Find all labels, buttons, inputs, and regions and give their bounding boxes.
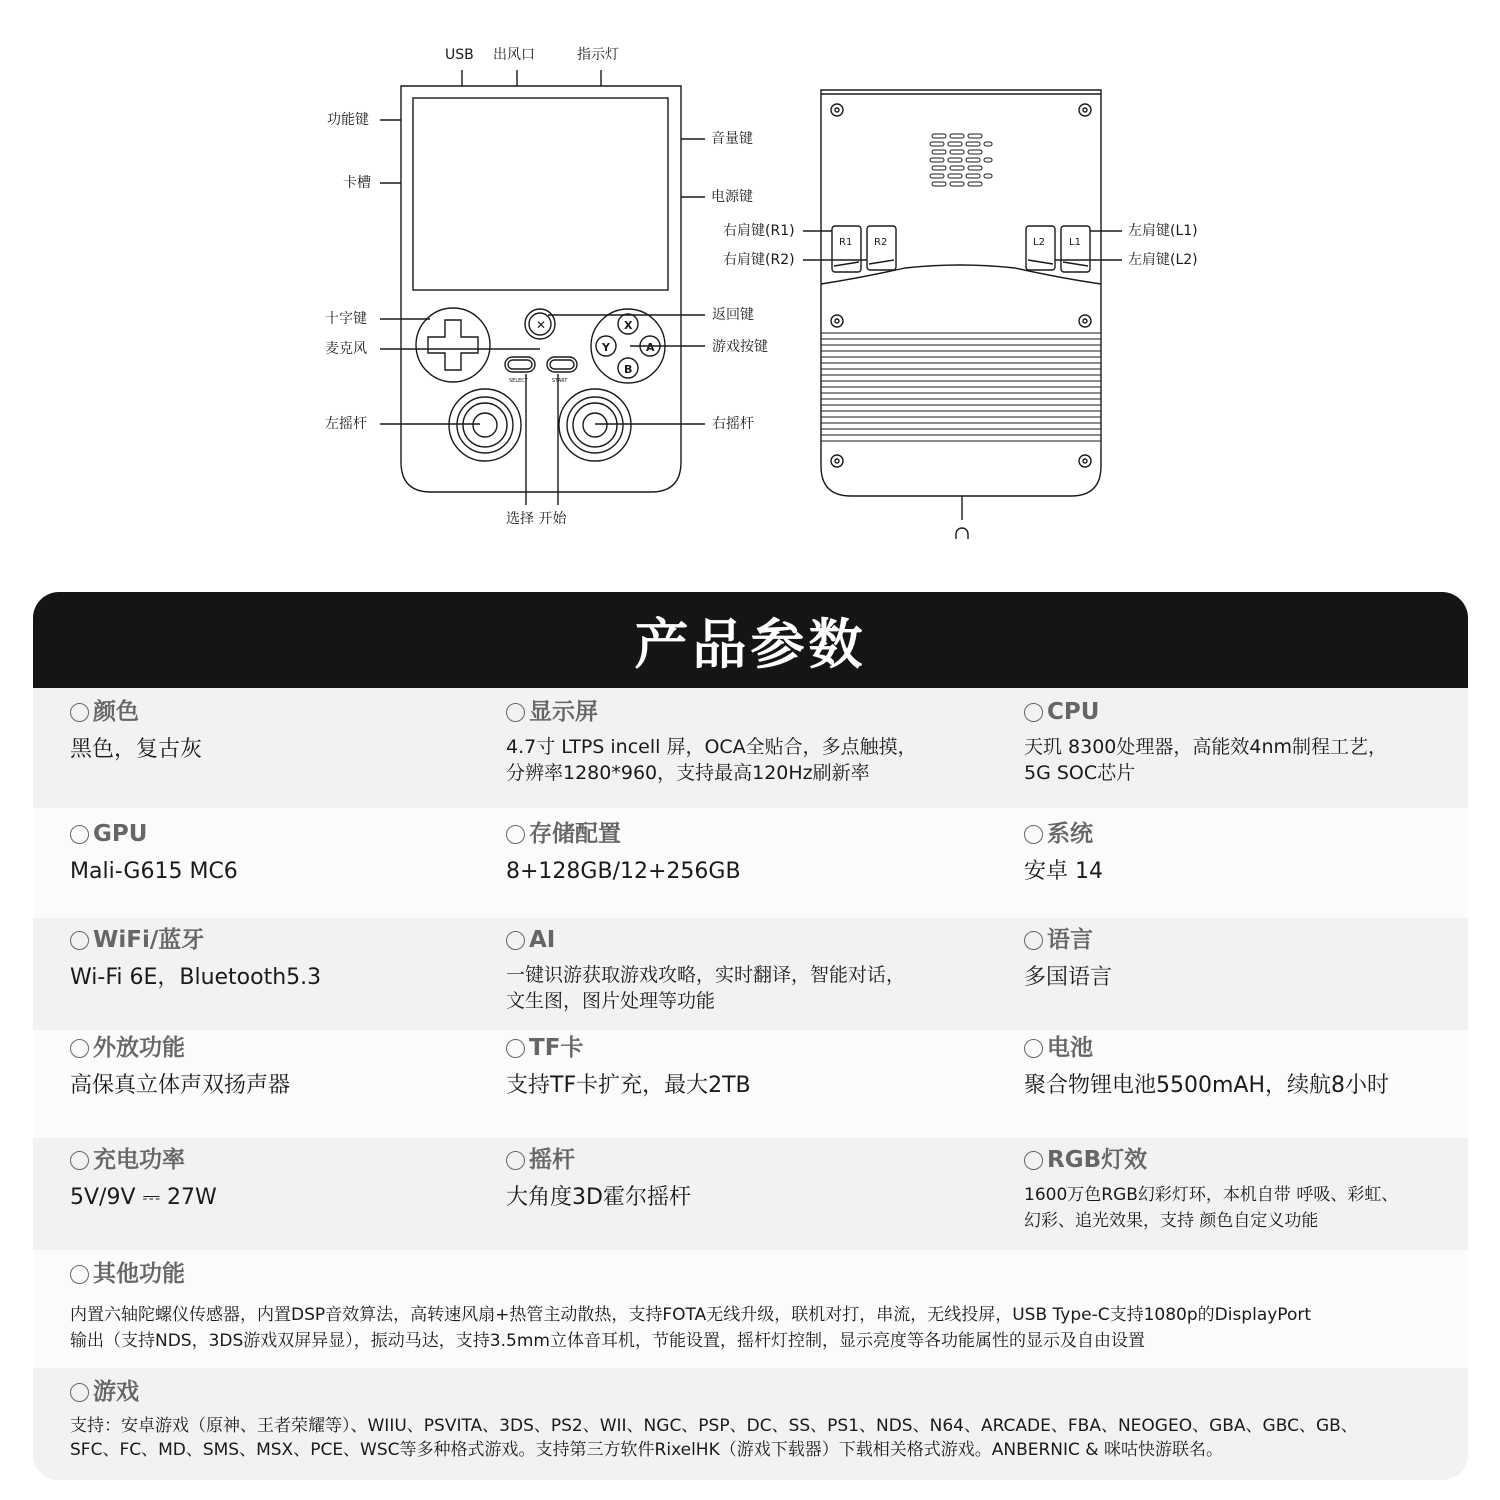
spec-row (33, 1030, 1468, 1138)
spec-value: Mali-G615 MC6 (70, 859, 238, 884)
front-body-outline (401, 86, 681, 492)
spec-cpu (1024, 698, 1387, 786)
label-game-buttons: 游戏按键 (712, 339, 768, 355)
spec-value: Wi-Fi 6E，Bluetooth5.3 (70, 965, 322, 990)
spec-tf-card (506, 1034, 751, 1100)
spec-value: 安卓 14 (1024, 859, 1103, 884)
label-card-slot: 卡槽 (343, 175, 371, 191)
spec-value: 输出（支持NDS，3DS游戏双屏异显），振动马达，支持3.5mm立体音耳机，节能设置，摇杆灯控制，显示亮度等各功能属性的显示及自由设置 (70, 1331, 1145, 1351)
spec-storage (506, 820, 741, 886)
spec-value: 5G SOC芯片 (1024, 762, 1136, 784)
spec-label: 电池 (1047, 1035, 1093, 1061)
spec-display (506, 698, 917, 786)
spec-color (70, 698, 202, 764)
label-microphone: 麦克风 (325, 341, 367, 357)
spec-value: 5V/9V ⎓ 27W (70, 1185, 217, 1210)
circle-bullet-icon (506, 931, 525, 950)
face-button-a: A (646, 341, 655, 354)
face-button-x: X (624, 319, 633, 332)
label-volume-key: 音量键 (711, 131, 753, 147)
screen-outline (413, 98, 668, 290)
spec-value: 4.7寸 LTPS incell 屏，OCA全贴合，多点触摸， (506, 736, 917, 758)
l1-key-text: L1 (1069, 237, 1081, 248)
spec-value: 文生图，图片处理等功能 (506, 990, 716, 1012)
spec-title: 产品参数 (634, 612, 867, 676)
label-r1: 右肩键(R1) (723, 223, 795, 239)
speaker-grille (930, 134, 992, 186)
spec-value: 聚合物锂电池5500mAH，续航8小时 (1024, 1073, 1390, 1098)
spec-value: 多国语言 (1024, 965, 1113, 990)
spec-ai (506, 926, 905, 1014)
label-r2: 右肩键(R2) (723, 252, 795, 268)
r1-key-text: R1 (839, 237, 853, 248)
r2-key-text: R2 (874, 237, 888, 248)
spec-label: CPU (1047, 699, 1100, 725)
spec-label: WiFi/蓝牙 (93, 927, 205, 953)
circle-bullet-icon (1024, 1151, 1043, 1170)
spec-label: 系统 (1047, 821, 1093, 847)
spec-value: 1600万色RGB幻彩灯环，本机自带 呼吸、彩虹、 (1024, 1185, 1399, 1205)
label-back-key: 返回键 (712, 307, 754, 323)
heatsink-fins (821, 333, 1101, 441)
spec-battery (1024, 1034, 1389, 1100)
circle-bullet-icon (1024, 1039, 1043, 1058)
spec-value: 黑色，复古灰 (70, 737, 203, 762)
spec-value: 天玑 8300处理器，高能效4nm制程工艺， (1024, 736, 1388, 758)
device-line-drawing (0, 0, 1500, 560)
circle-bullet-icon (506, 825, 525, 844)
spec-os (1024, 820, 1103, 886)
spec-label: 外放功能 (93, 1035, 185, 1061)
spec-label: 充电功率 (93, 1147, 185, 1173)
start-button-text: START (552, 378, 568, 384)
label-power-key: 电源键 (711, 189, 753, 205)
device-diagram (0, 0, 1500, 560)
label-l1: 左肩键(L1) (1128, 223, 1198, 239)
spec-value: 内置六轴陀螺仪传感器，内置DSP音效算法，高转速风扇+热管主动散热，支持FOTA无线升级，联机对打，串流，无线投屏，USB Type-C支持1080p的DisplayPort (70, 1305, 1311, 1325)
spec-wifi-bluetooth (70, 926, 321, 992)
label-left-stick: 左摇杆 (325, 416, 367, 432)
spec-value: 支持TF卡扩充，最大2TB (506, 1073, 751, 1098)
spec-other-functions (70, 1260, 1410, 1354)
circle-bullet-icon (506, 1151, 525, 1170)
spec-language (1024, 926, 1112, 992)
spec-value: 高保真立体声双扬声器 (70, 1073, 291, 1098)
circle-bullet-icon (506, 703, 525, 722)
spec-label: RGB灯效 (1047, 1147, 1148, 1173)
circle-bullet-icon (506, 1039, 525, 1058)
spec-rgb (1024, 1146, 1398, 1234)
spec-header (33, 592, 1468, 688)
l2-key-text: L2 (1033, 237, 1045, 248)
spec-joystick (506, 1146, 691, 1212)
circle-bullet-icon (70, 1039, 89, 1058)
spec-value: 分辨率1280*960，支持最高120Hz刷新率 (506, 762, 870, 784)
back-key-icon: ✕ (536, 318, 547, 332)
spec-label: GPU (93, 821, 148, 847)
spec-label: 显示屏 (529, 699, 598, 725)
spec-label: 游戏 (93, 1379, 139, 1405)
spec-games (70, 1378, 1410, 1462)
spec-value: SFC、FC、MD、SMS、MSX、PCE、WSC等多种格式游戏。支持第三方软件RixelHK（游戏下载器）下载相关格式游戏。ANBERNIC & 咪咕快游联名。 (70, 1440, 1223, 1460)
spec-value: 8+128GB/12+256GB (506, 859, 741, 884)
spec-speaker (70, 1034, 290, 1100)
spec-value: 一键识游获取游戏攻略，实时翻译，智能对话， (506, 964, 906, 986)
spec-label: 其他功能 (93, 1261, 185, 1287)
label-right-stick: 右摇杆 (712, 416, 754, 432)
circle-bullet-icon (70, 1265, 89, 1284)
circle-bullet-icon (70, 703, 89, 722)
spec-gpu (70, 820, 238, 886)
spec-label: 语言 (1047, 927, 1093, 953)
circle-bullet-icon (70, 825, 89, 844)
spec-row (33, 688, 1468, 808)
spec-row (33, 1138, 1468, 1250)
face-button-b: B (624, 363, 633, 376)
label-vent: 出风口 (493, 47, 535, 63)
face-button-y: Y (602, 341, 610, 354)
circle-bullet-icon (70, 1383, 89, 1402)
spec-row-other (33, 1250, 1468, 1368)
select-button-text: SELECT (509, 378, 528, 384)
circle-bullet-icon (1024, 825, 1043, 844)
spec-row (33, 918, 1468, 1030)
spec-table (33, 592, 1468, 1480)
spec-value: 支持：安卓游戏（原神、王者荣耀等）、WIIU、PSVITA、3DS、PS2、WII、NGC、PSP、DC、SS、PS1、NDS、N64、ARCADE、FBA、NEOGEO、GBA、GBC、GB、 (70, 1416, 1358, 1436)
spec-label: 颜色 (93, 699, 139, 725)
spec-label: AI (529, 927, 556, 953)
label-select-start: 选择 开始 (506, 511, 567, 527)
spec-label: TF卡 (529, 1035, 584, 1061)
circle-bullet-icon (70, 1151, 89, 1170)
spec-value: 幻彩、追光效果，支持 颜色自定义功能 (1024, 1211, 1319, 1231)
circle-bullet-icon (70, 931, 89, 950)
spec-label: 存储配置 (529, 821, 621, 847)
spec-value: 大角度3D霍尔摇杆 (506, 1185, 691, 1210)
spec-label: 摇杆 (529, 1147, 575, 1173)
label-l2: 左肩键(L2) (1128, 252, 1198, 268)
label-usb: USB (445, 47, 474, 63)
label-function-key: 功能键 (327, 112, 369, 128)
spec-charging (70, 1146, 217, 1212)
label-dpad: 十字键 (325, 311, 367, 327)
spec-row (33, 808, 1468, 918)
circle-bullet-icon (1024, 703, 1043, 722)
spec-row-games (33, 1368, 1468, 1480)
label-indicator: 指示灯 (577, 47, 619, 63)
circle-bullet-icon (1024, 931, 1043, 950)
